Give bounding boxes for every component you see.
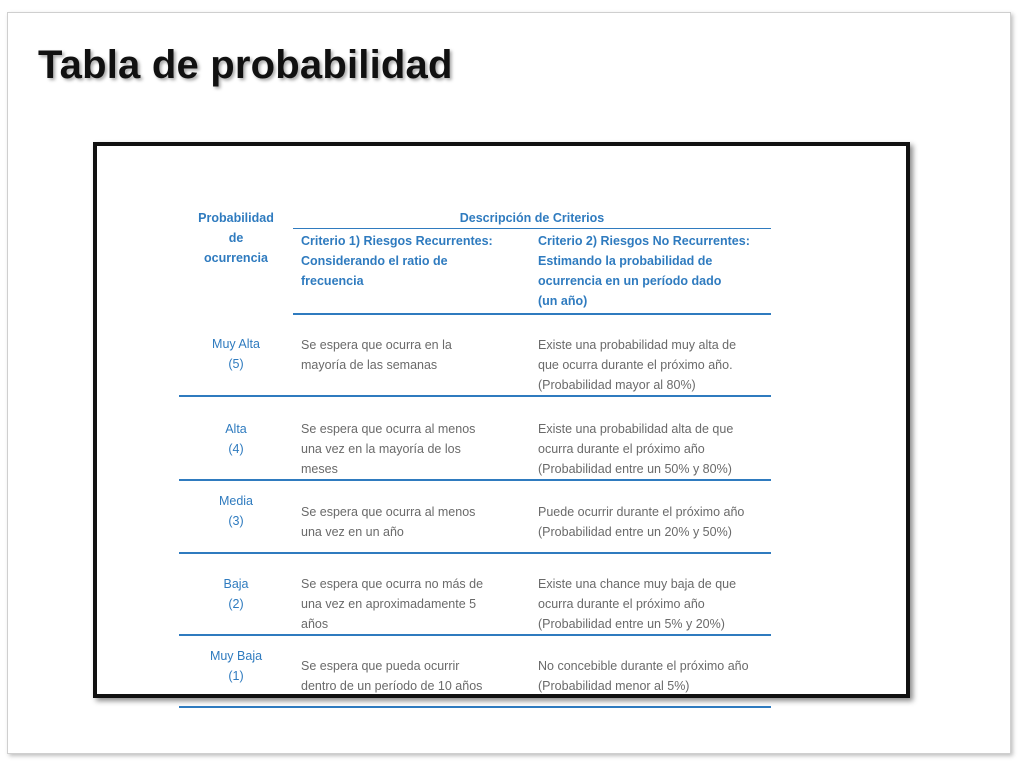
criterio-1-cell xyxy=(293,635,530,707)
table-row xyxy=(179,396,771,480)
criterio-2-cell xyxy=(530,314,771,396)
criterio-1-cell xyxy=(293,553,530,635)
header-probabilidad-line: ocurrencia xyxy=(204,251,268,265)
criterio-1-line: Se espera que ocurra no más de xyxy=(301,577,484,591)
level-score: (1) xyxy=(228,669,244,683)
slide-title: Tabla de probabilidad xyxy=(38,43,453,87)
header-descripcion: Descripción de Criterios xyxy=(293,206,771,229)
header-probabilidad-line: Probabilidad xyxy=(198,211,274,225)
header-criterio-1-line: frecuencia xyxy=(301,274,364,288)
header-row-top xyxy=(179,206,771,229)
level-score: (2) xyxy=(228,597,244,611)
level-score: (4) xyxy=(228,442,244,456)
table-row xyxy=(179,635,771,707)
level-cell xyxy=(179,480,293,553)
level-cell xyxy=(179,635,293,707)
table-row xyxy=(179,480,771,553)
criterio-2-line: No concebible durante el próximo año xyxy=(538,659,749,673)
criterio-2-cell xyxy=(530,396,771,480)
level-cell xyxy=(179,396,293,480)
header-criterio-1-line: Criterio 1) Riesgos Recurrentes: xyxy=(301,234,493,248)
table-image-frame xyxy=(93,142,910,698)
criterio-2-cell xyxy=(530,553,771,635)
header-criterio-1-line: Considerando el ratio de xyxy=(301,254,448,268)
header-criterio-2-line: ocurrencia en un período dado xyxy=(538,274,722,288)
header-criterio-2-line: Criterio 2) Riesgos No Recurrentes: xyxy=(538,234,750,248)
criterio-1-cell xyxy=(293,396,530,480)
header-criterio-1 xyxy=(293,229,530,315)
criterio-2-line: que ocurra durante el próximo año. xyxy=(538,358,733,372)
header-probabilidad xyxy=(179,206,293,314)
probability-table xyxy=(179,206,771,708)
header-criterio-2-line: Estimando la probabilidad de xyxy=(538,254,713,268)
criterio-2-line: Puede ocurrir durante el próximo año xyxy=(538,505,745,519)
criterio-2-cell xyxy=(530,480,771,553)
criterio-2-line: Existe una probabilidad alta de que xyxy=(538,422,734,436)
criterio-1-line: Se espera que pueda ocurrir xyxy=(301,659,460,673)
level-score: (3) xyxy=(228,514,244,528)
criterio-1-line: una vez en un año xyxy=(301,525,404,539)
criterio-1-cell xyxy=(293,480,530,553)
criterio-1-line: años xyxy=(301,617,329,631)
level-label: Muy Alta xyxy=(212,337,260,351)
criterio-1-line: una vez en aproximadamente 5 xyxy=(301,597,477,611)
slide xyxy=(7,12,1011,754)
criterio-2-cell xyxy=(530,635,771,707)
criterio-2-line: ocurra durante el próximo año xyxy=(538,597,705,611)
table-row xyxy=(179,314,771,396)
criterio-2-line: Existe una probabilidad muy alta de xyxy=(538,338,737,352)
header-criterio-2-line: (un año) xyxy=(538,294,588,308)
level-label: Muy Baja xyxy=(209,649,263,663)
level-label: Media xyxy=(218,494,254,508)
header-criterio-2 xyxy=(530,229,771,315)
criterio-1-line: Se espera que ocurra al menos xyxy=(301,422,476,436)
criterio-1-cell xyxy=(293,314,530,396)
level-cell xyxy=(179,553,293,635)
criterio-2-line: (Probabilidad menor al 5%) xyxy=(538,679,690,693)
criterio-2-line: ocurra durante el próximo año xyxy=(538,442,705,456)
level-cell xyxy=(179,314,293,396)
criterio-1-line: una vez en la mayoría de los xyxy=(301,442,461,456)
level-label: Alta xyxy=(225,422,247,436)
criterio-1-line: dentro de un período de 10 años xyxy=(301,679,483,693)
criterio-2-line: (Probabilidad entre un 5% y 20%) xyxy=(538,617,725,631)
criterio-2-line: (Probabilidad entre un 20% y 50%) xyxy=(538,525,732,539)
criterio-2-line: Existe una chance muy baja de que xyxy=(538,577,737,591)
criterio-2-line: (Probabilidad entre un 50% y 80%) xyxy=(538,462,732,476)
table-row xyxy=(179,553,771,635)
header-probabilidad-line: de xyxy=(228,231,244,245)
level-score: (5) xyxy=(228,357,244,371)
level-label: Baja xyxy=(223,577,249,591)
criterio-1-line: mayoría de las semanas xyxy=(301,358,438,372)
criterio-1-line: Se espera que ocurra al menos xyxy=(301,505,476,519)
criterio-1-line: meses xyxy=(301,462,338,476)
criterio-1-line: Se espera que ocurra en la xyxy=(301,338,452,352)
criterio-2-line: (Probabilidad mayor al 80%) xyxy=(538,378,696,392)
